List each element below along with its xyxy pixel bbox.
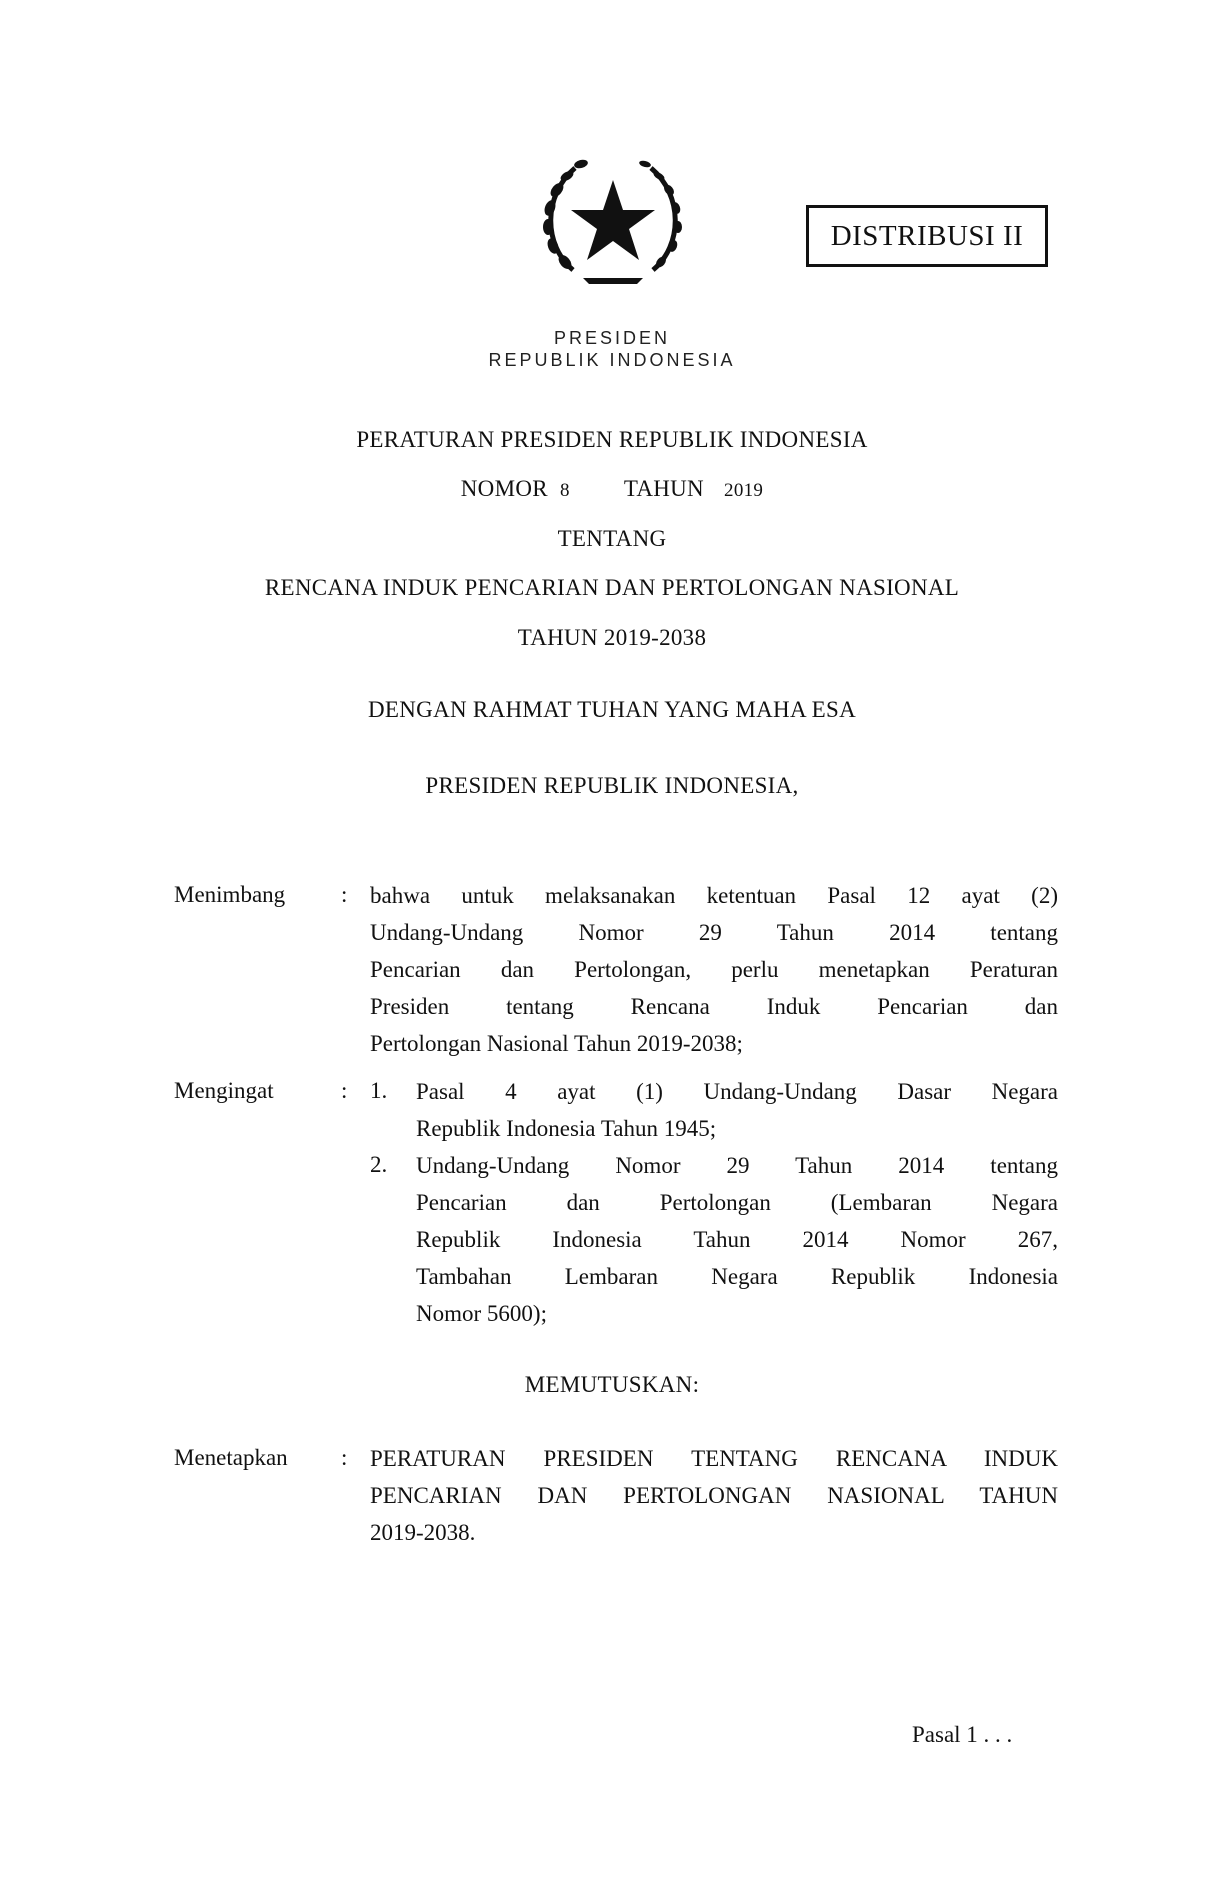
menimbang-paragraph: [370, 877, 1058, 1062]
menimbang-line: Pertolongan Nasional Tahun 2019-2038;: [370, 1031, 743, 1056]
mengingat-item-number: 2.: [370, 1152, 388, 1177]
menetapkan-paragraph: [370, 1440, 1058, 1551]
mengingat-line: Nomor 5600);: [416, 1301, 547, 1326]
mengingat-item: [416, 1147, 1058, 1332]
menimbang-line: Undang-Undang Nomor 29 Tahun 2014 tentang: [370, 920, 1058, 945]
nomor-label: NOMOR: [460, 476, 548, 501]
menetapkan-line: 2019-2038.: [370, 1520, 476, 1545]
nomor-value: 8: [559, 480, 570, 501]
mengingat-line: Pencarian dan Pertolongan (Lembaran Negara: [416, 1190, 1058, 1215]
tahun-value: 2019: [724, 480, 764, 501]
menetapkan-label: Menetapkan: [174, 1445, 288, 1470]
menetapkan-line: PERATURAN PRESIDEN TENTANG RENCANA INDUK: [370, 1446, 1058, 1471]
mengingat-line: Republik Indonesia Tahun 2014 Nomor 267,: [416, 1227, 1058, 1252]
mengingat-item: [416, 1073, 1058, 1147]
blessing-line: DENGAN RAHMAT TUHAN YANG MAHA ESA: [367, 697, 857, 722]
menimbang-colon: :: [341, 882, 348, 907]
regulation-title: PERATURAN PRESIDEN REPUBLIK INDONESIA: [356, 427, 868, 452]
menetapkan-line: PENCARIAN DAN PERTOLONGAN NASIONAL TAHUN: [370, 1483, 1058, 1508]
distribution-label: DISTRIBUSI II: [806, 205, 1048, 267]
header-president: PRESIDEN: [553, 328, 671, 348]
next-page-marker: Pasal 1 . . .: [912, 1722, 1013, 1747]
mengingat-line: Republik Indonesia Tahun 1945;: [416, 1116, 717, 1141]
menetapkan-colon: :: [341, 1445, 348, 1470]
mengingat-line: Undang-Undang Nomor 29 Tahun 2014 tentang: [416, 1153, 1058, 1178]
subject-line-1: RENCANA INDUK PENCARIAN DAN PERTOLONGAN NASIONAL: [264, 575, 960, 600]
presidential-emblem-icon: [533, 150, 693, 300]
menimbang-line: Presiden tentang Rencana Induk Pencarian dan: [370, 994, 1058, 1019]
mengingat-line: Pasal 4 ayat (1) Undang-Undang Dasar Negara: [416, 1079, 1058, 1104]
menimbang-line: bahwa untuk melaksanakan ketentuan Pasal 12 ayat (2): [370, 883, 1058, 908]
regulation-number: [0, 476, 1224, 502]
mengingat-colon: :: [341, 1078, 348, 1103]
mengingat-label: Mengingat: [174, 1078, 274, 1103]
header-republic: REPUBLIK INDONESIA: [488, 350, 736, 370]
menimbang-line: Pencarian dan Pertolongan, perlu menetapkan Peraturan: [370, 957, 1058, 982]
mengingat-item-number: 1.: [370, 1078, 388, 1103]
menimbang-label: Menimbang: [174, 882, 286, 907]
tentang-heading: TENTANG: [557, 526, 667, 551]
tahun-label: TAHUN: [623, 476, 704, 501]
subject-line-2: TAHUN 2019-2038: [517, 625, 707, 650]
mengingat-line: Tambahan Lembaran Negara Republik Indonesia: [416, 1264, 1058, 1289]
president-line: PRESIDEN REPUBLIK INDONESIA,: [425, 773, 799, 798]
memutuskan-heading: MEMUTUSKAN:: [524, 1372, 700, 1397]
